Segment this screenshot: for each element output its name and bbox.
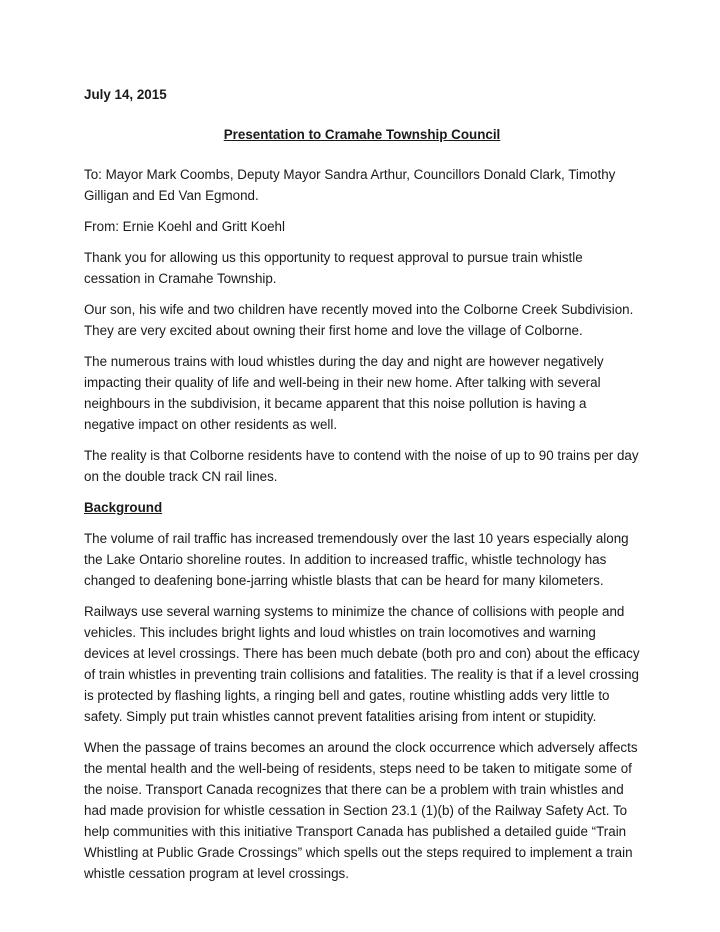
recipients-line: To: Mayor Mark Coombs, Deputy Mayor Sandra Arthur, Councillors Donald Clark, Timothy Gilligan and Ed Van Egmond. <box>84 167 616 203</box>
letter-date: July 14, 2015 <box>84 87 167 102</box>
document-title: Presentation to Cramahe Township Council <box>223 127 501 142</box>
background-paragraph-warning-systems: Railways use several warning systems to minimize the chance of collisions with people and vehicles. This includes bright lights and loud whistles on train locomotives and warning devices at level crossings. There has been much debate (both pro and con) about the efficacy of train whistles in preventing train collisions and fatalities. The reality is that if a level crossing is protected by flashing lights, a ringing bell and gates, routine whistling adds very little to safety. Simply put train whistles cannot prevent fatalities arising from intent or stupidity. <box>84 604 640 724</box>
paragraph-reality: The reality is that Colborne residents have to contend with the noise of up to 90 trains per day on the double track CN rail lines. <box>84 448 639 484</box>
background-paragraph-cessation: When the passage of trains becomes an around the clock occurrence which adversely affects the mental health and the well-being of residents, steps need to be taken to mitigate some of the noise. Transport Canada recognizes that there can be a problem with train whistles and had made provision for whistle cessation in Section 23.1 (1)(b) of the Railway Safety Act. To help communities with this initiative Transport Canada has published a detailed guide “Train Whistling at Public Grade Crossings” which spells out the steps required to implement a train whistle cessation program at level crossings. <box>84 740 638 881</box>
paragraph-family: Our son, his wife and two children have recently moved into the Colborne Creek Subdivision. They are very excited about owning their first home and love the village of Colborne. <box>84 302 634 338</box>
background-paragraph-traffic: The volume of rail traffic has increased tremendously over the last 10 years especially along the Lake Ontario shoreline routes. In addition to increased traffic, whistle technology has changed to deafening bone-jarring whistle blasts that can be heard for many kilometers. <box>84 531 629 588</box>
sender-line: From: Ernie Koehl and Gritt Koehl <box>84 219 285 234</box>
background-heading: Background <box>84 500 163 515</box>
letter-page <box>84 84 640 894</box>
paragraph-impact: The numerous trains with loud whistles during the day and night are however negatively impacting their quality of life and well-being in their new home. After talking with several neighbours in the subdivision, it became apparent that this noise pollution is having a negative impact on other residents as well. <box>84 354 604 432</box>
paragraph-intro: Thank you for allowing us this opportunity to request approval to pursue train whistle cessation in Cramahe Township. <box>84 250 583 286</box>
